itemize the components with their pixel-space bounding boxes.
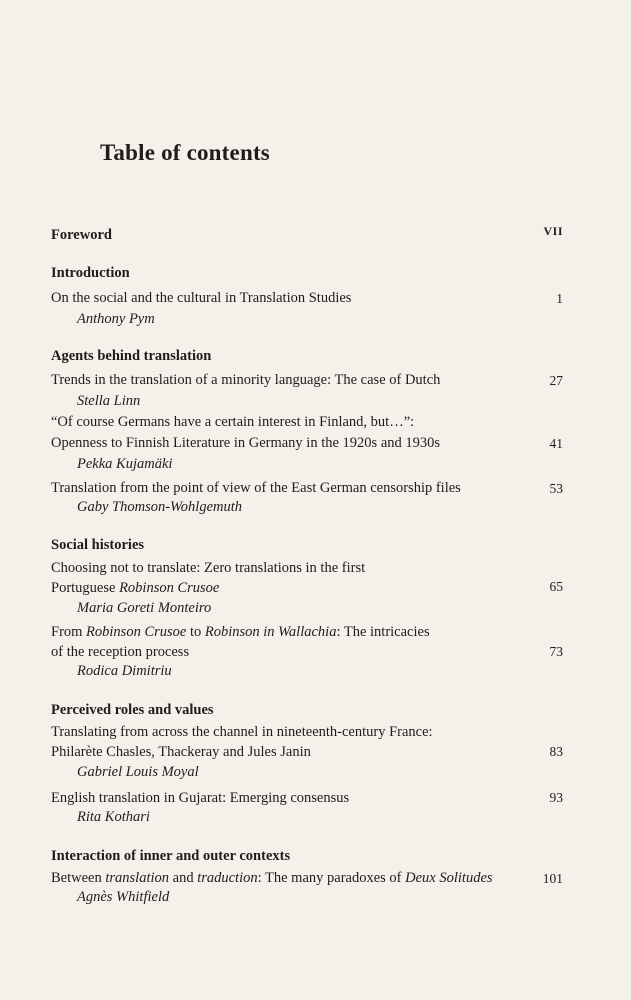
section-heading-interaction: Interaction of inner and outer contexts bbox=[51, 848, 291, 864]
entry-title: Choosing not to translate: Zero translations in the first bbox=[51, 560, 366, 576]
entry-page-number: 1 bbox=[556, 291, 563, 306]
entry-title-line2: of the reception process bbox=[51, 644, 190, 660]
entry-author: Pekka Kujamäki bbox=[77, 456, 173, 472]
entry-author: Stella Linn bbox=[77, 393, 141, 409]
section-heading-agents: Agents behind translation bbox=[51, 348, 212, 364]
page-title: Table of contents bbox=[100, 140, 270, 165]
entry-author: Rodica Dimitriu bbox=[77, 663, 172, 679]
entry-page-number: 93 bbox=[549, 790, 563, 805]
entry-page-number: 65 bbox=[549, 579, 563, 594]
entry-page-number: 83 bbox=[549, 744, 563, 759]
entry-title: Trends in the translation of a minority language: The case of Dutch bbox=[51, 372, 441, 388]
section-heading-roles: Perceived roles and values bbox=[51, 702, 214, 718]
entry-title-line2: Philarète Chasles, Thackeray and Jules Janin bbox=[51, 744, 311, 760]
entry-title-line2: Openness to Finnish Literature in Germany in the 1920s and 1930s bbox=[51, 435, 441, 451]
entry-page-number: 41 bbox=[549, 436, 563, 451]
section-heading-introduction: Introduction bbox=[51, 265, 130, 281]
entry-title: On the social and the cultural in Translation Studies bbox=[51, 290, 352, 306]
foreword-heading: Foreword bbox=[51, 227, 112, 243]
entry-title-line2: Portuguese Robinson Crusoe bbox=[51, 580, 220, 596]
section-heading-social: Social histories bbox=[51, 537, 145, 553]
entry-title: English translation in Gujarat: Emerging consensus bbox=[51, 790, 350, 806]
entry-title: Translation from the point of view of the East German censorship files bbox=[51, 480, 461, 496]
foreword-page-number: VII bbox=[543, 224, 563, 238]
entry-page-number: 27 bbox=[549, 373, 563, 388]
entry-author: Gabriel Louis Moyal bbox=[77, 764, 199, 780]
entry-title: “Of course Germans have a certain interest in Finland, but…”: bbox=[51, 414, 415, 430]
entry-page-number: 53 bbox=[549, 481, 563, 496]
entry-author: Anthony Pym bbox=[77, 311, 155, 327]
entry-author: Agnès Whitfield bbox=[77, 889, 170, 905]
entry-author: Maria Goreti Monteiro bbox=[77, 600, 212, 616]
entry-title: Translating from across the channel in nineteenth-century France: bbox=[51, 724, 433, 740]
entry-title: Between translation and traduction: The many paradoxes of Deux Solitudes bbox=[51, 870, 493, 886]
entry-title: From Robinson Crusoe to Robinson in Wallachia: The intricacies bbox=[51, 624, 430, 640]
entry-author: Gaby Thomson-Wohlgemuth bbox=[77, 499, 243, 515]
entry-page-number: 101 bbox=[542, 871, 563, 886]
entry-author: Rita Kothari bbox=[77, 809, 150, 825]
entry-page-number: 73 bbox=[549, 644, 563, 659]
